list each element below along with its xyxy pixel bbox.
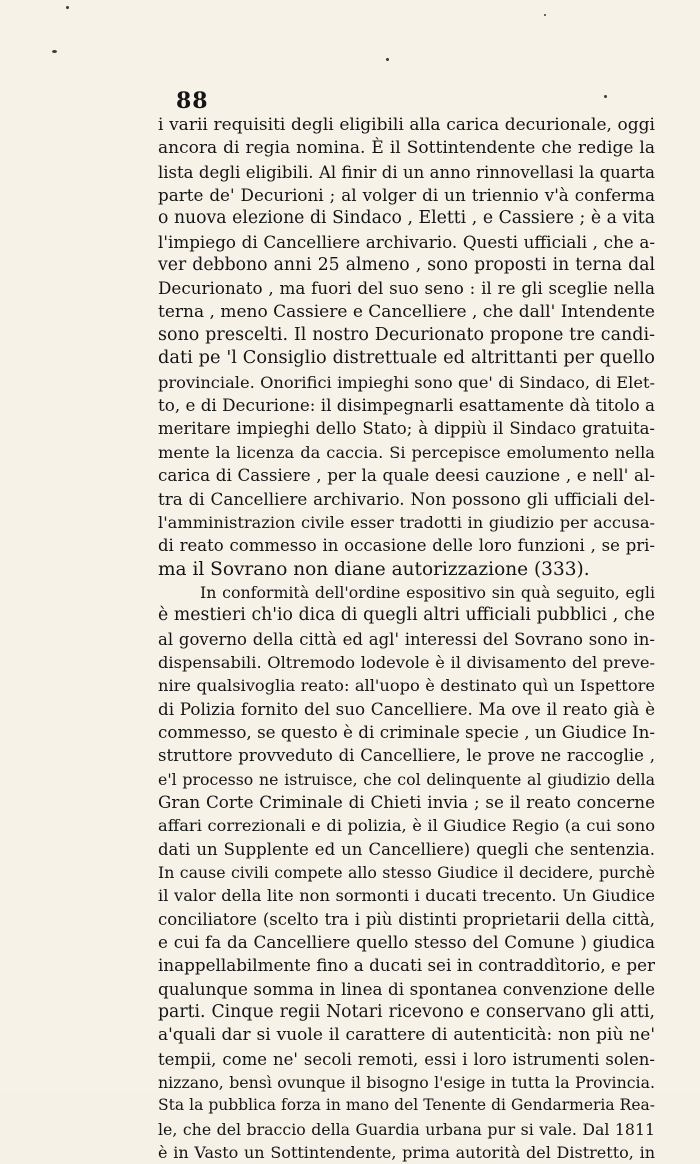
paper-speck (66, 6, 69, 9)
text-line: inappellabilmente fino a ducati sei in contraddìtorio, e per (158, 955, 655, 976)
paper-speck (52, 50, 57, 53)
paper-speck (604, 95, 607, 98)
text-line: le, che del braccio della Guardia urbana pur si vale. Dal 1811 (158, 1119, 655, 1139)
text-line: nire qualsivoglia reato: all'uopo è destinato quì un Ispettore (158, 676, 655, 696)
text-line: dati pe 'l Consiglio distrettuale ed altrittanti per quello (158, 348, 655, 369)
paper-speck (386, 58, 389, 61)
text-line: dispensabili. Oltremodo lodevole è il divisamento del preve- (158, 652, 655, 672)
page-number: 88 (176, 88, 209, 114)
text-line: parte de' Decurioni ; al volger di un triennio v'à conferma (158, 185, 655, 206)
text-line: commesso, se questo è di criminale specie , un Giudice In- (158, 721, 656, 742)
text-line: provinciale. Onorifici impieghi sono que' di Sindaco, di Elet- (158, 372, 655, 392)
text-line: nizzano, bensì ovunque il bisogno l'esige in tutta la Provincia. (158, 1073, 655, 1093)
page-body-text (158, 114, 655, 1164)
text-line: Gran Corte Criminale di Chieti invia ; se il reato concerne (158, 791, 655, 812)
paper-speck (544, 14, 546, 16)
text-line: In cause civili compete allo stesso Giudice il decidere, purchè (158, 863, 655, 882)
text-line: è mestieri ch'io dica di quegli altri ufficiali pubblici , che (158, 605, 655, 626)
text-line: carica di Cassiere , per la quale deesi cauzione , e nell' al- (158, 465, 655, 486)
text-line: qualunque somma in linea di spontanea convenzione delle (158, 978, 655, 999)
text-line: In conformità dell'ordine espositivo sin quà seguito, egli (200, 582, 655, 602)
text-line: di reato commesso in occasione delle loro funzioni , se pri- (158, 536, 655, 556)
text-line: al governo della città ed agl' interessi del Sovrano sono in- (158, 629, 655, 649)
text-line: i varii requisiti degli eligibili alla carica decurionale, oggi (158, 115, 655, 135)
text-line: ancora di regia nomina. È il Sottintendente che redige la (158, 138, 655, 159)
text-line: tra di Cancelliere archivario. Non possono gli ufficiali del- (158, 488, 655, 509)
text-line: terna , meno Cassiere e Cancelliere , che dall' Intendente (158, 301, 655, 322)
text-line: sono prescelti. Il nostro Decurionato propone tre candi- (158, 325, 655, 346)
text-line: tempii, come ne' secoli remoti, essi i loro istrumenti solen- (158, 1049, 655, 1069)
text-line: lista degli eligibili. Al finir di un anno rinnovellasi la quarta (158, 162, 655, 182)
text-line: di Polizia fornito del suo Cancelliere. Ma ove il reato già è (158, 698, 655, 719)
text-line: il valor della lite non sormonti i ducati trecento. Un Giudice (158, 886, 655, 906)
text-line: struttore provveduto di Cancelliere, le prove ne raccoglie , (158, 746, 655, 766)
text-line: o nuova elezione di Sindaco , Eletti , e Cassiere ; è a vita (158, 208, 655, 229)
text-line: l'impiego di Cancelliere archivario. Questi ufficiali , che a- (158, 231, 655, 252)
text-line: mente la licenza da caccia. Si percepisce emolumento nella (158, 442, 655, 462)
text-line: parti. Cinque regii Notari ricevono e conservano gli atti, (158, 1002, 655, 1023)
text-line: Sta la pubblica forza in mano del Tenente di Gendarmeria Rea- (158, 1096, 655, 1115)
text-line: è in Vasto un Sottintendente, prima autorità del Distretto, in (158, 1143, 655, 1163)
text-line: ver debbono anni 25 almeno , sono proposti in terna dal (158, 255, 655, 276)
text-line: l'amministrazion civile esser tradotti in giudizio per accusa- (158, 512, 655, 532)
text-line: conciliatore (scelto tra i più distinti proprietarii della città, (158, 909, 655, 929)
text-line: meritare impieghi dello Stato; à dippiù il Sindaco gratuita- (158, 419, 655, 439)
text-line: e'l processo ne istruisce, che col delinquente al giudizio della (158, 769, 655, 789)
text-line: ma il Sovrano non diane autorizzazione (333). (158, 558, 590, 580)
text-line: Decurionato , ma fuori del suo seno : il re gli sceglie nella (158, 278, 655, 299)
text-line: e cui fa da Cancelliere quello stesso del Comune ) giudica (158, 932, 655, 953)
text-line: affari correzionali e di polizia, è il Giudice Regio (a cui sono (158, 816, 655, 836)
text-line: to, e di Decurione: il disimpegnarli esattamente dà titolo a (158, 395, 656, 416)
text-line: a'quali dar si vuole il carattere di autenticità: non più ne' (158, 1025, 655, 1046)
text-line: dati un Supplente ed un Cancelliere) quegli che sentenzia. (158, 839, 655, 859)
